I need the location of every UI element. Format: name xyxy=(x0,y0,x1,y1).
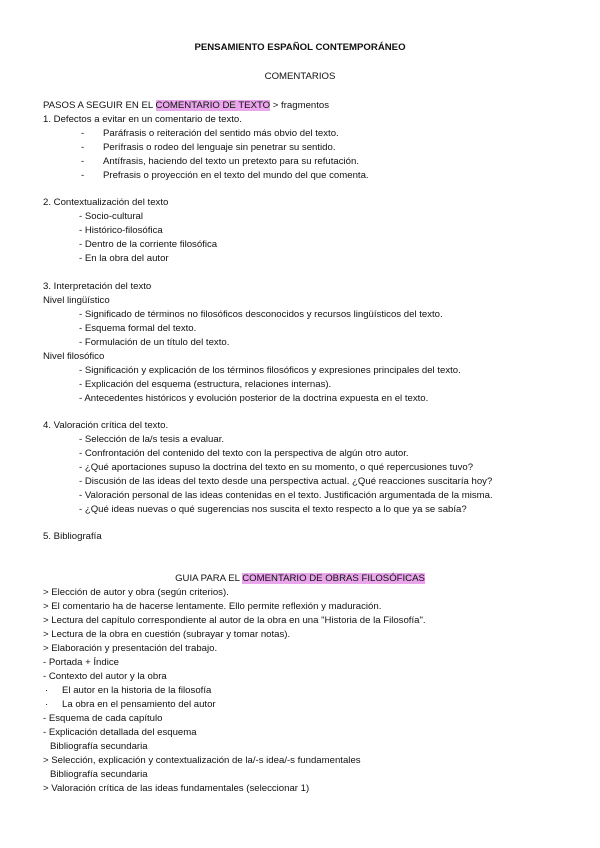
guia-item: > El comentario ha de hacerse lentamente. Ello permite reflexión y maduración. xyxy=(43,601,382,612)
s1-dash: - xyxy=(81,170,85,181)
pasos-suffix: > fragmentos xyxy=(270,100,330,111)
s1-item: Antífrasis, haciendo del texto un pretexto para su refutación. xyxy=(103,156,359,167)
document-subtitle: COMENTARIOS xyxy=(264,71,336,82)
bullet-dot: · xyxy=(45,699,49,710)
s1-item: Prefrasis o proyección en el texto del mundo del que comenta. xyxy=(103,170,369,181)
section-4-heading: 4. Valoración crítica del texto. xyxy=(43,420,169,431)
s1-item: Perífrasis o rodeo del lenguaje sin penetrar su sentido. xyxy=(103,142,336,153)
nivel-filosofico-label: Nivel filosófico xyxy=(43,351,105,362)
s3-filo-item: - Antecedentes históricos y evolución posterior de la doctrina expuesta en el texto. xyxy=(79,393,429,404)
bullet-dot: · xyxy=(45,685,49,696)
guia-item: > Valoración crítica de las ideas fundamentales (seleccionar 1) xyxy=(43,783,310,794)
guia-item: > Elaboración y presentación del trabajo. xyxy=(43,643,218,654)
nivel-linguistico-label: Nivel lingüístico xyxy=(43,295,110,306)
section-3-heading: 3. Interpretación del texto xyxy=(43,281,152,292)
pasos-highlight: COMENTARIO DE TEXTO xyxy=(155,100,271,111)
guia-item: - Explicación detallada del esquema xyxy=(43,727,197,738)
guia-subitem: Bibliografía secundaria xyxy=(50,741,148,752)
section-2-heading: 2. Contextualización del texto xyxy=(43,197,169,208)
s4-item: - ¿Qué aportaciones supuso la doctrina del texto en su momento, o qué repercusiones tuvo? xyxy=(79,462,474,473)
s4-item: - Confrontación del contenido del texto con la perspectiva de algún otro autor. xyxy=(79,448,409,459)
document-title: PENSAMIENTO ESPAÑOL CONTEMPORÁNEO xyxy=(194,42,406,53)
s2-item: - Dentro de la corriente filosófica xyxy=(79,239,218,250)
guia-item: - Portada + Índice xyxy=(43,657,119,668)
guia-subitem: La obra en el pensamiento del autor xyxy=(62,699,216,710)
s2-item: - Socio-cultural xyxy=(79,211,143,222)
pasos-heading xyxy=(43,100,329,112)
guia-subitem: El autor en la historia de la filosofía xyxy=(62,685,212,696)
guia-heading xyxy=(0,573,600,585)
s2-item: - En la obra del autor xyxy=(79,253,169,264)
s3-ling-item: - Formulación de un título del texto. xyxy=(79,337,230,348)
guia-item: - Esquema de cada capítulo xyxy=(43,713,163,724)
guia-item: > Lectura del capítulo correspondiente al autor de la obra en una "Historia de la Filosofía". xyxy=(43,615,426,626)
guia-prefix: GUIA PARA EL xyxy=(175,573,243,584)
guia-highlight: COMENTARIO DE OBRAS FILOSÓFICAS xyxy=(242,573,425,584)
guia-item: - Contexto del autor y la obra xyxy=(43,671,167,682)
s3-filo-item: - Explicación del esquema (estructura, relaciones internas). xyxy=(79,379,332,390)
s3-ling-item: - Significado de términos no filosóficos desconocidos y recursos lingüísticos del texto. xyxy=(79,309,443,320)
s1-dash: - xyxy=(81,142,85,153)
guia-item: > Selección, explicación y contextualización de la/-s idea/-s fundamentales xyxy=(43,755,361,766)
s1-dash: - xyxy=(81,156,85,167)
guia-item: > Elección de autor y obra (según criterios). xyxy=(43,587,229,598)
s4-item: - Valoración personal de las ideas contenidas en el texto. Justificación argumentada de la misma. xyxy=(79,490,493,501)
s3-ling-item: - Esquema formal del texto. xyxy=(79,323,197,334)
guia-subitem: Bibliografía secundaria xyxy=(50,769,148,780)
guia-item: > Lectura de la obra en cuestión (subrayar y tomar notas). xyxy=(43,629,291,640)
s4-item: - Discusión de las ideas del texto desde una perspectiva actual. ¿Qué reacciones suscitaría hoy? xyxy=(79,476,493,487)
pasos-prefix: PASOS A SEGUIR EN EL xyxy=(43,100,156,111)
s1-item: Paráfrasis o reiteración del sentido más obvio del texto. xyxy=(103,128,339,139)
section-5-heading: 5. Bibliografía xyxy=(43,531,102,542)
s3-filo-item: - Significación y explicación de los términos filosóficos y expresiones principales del texto. xyxy=(79,365,461,376)
s4-item: - ¿Qué ideas nuevas o qué sugerencias nos suscita el texto respecto a lo que ya se sabía? xyxy=(79,504,467,515)
section-1-heading: 1. Defectos a evitar en un comentario de texto. xyxy=(43,114,242,125)
s1-dash: - xyxy=(81,128,85,139)
s4-item: - Selección de la/s tesis a evaluar. xyxy=(79,434,225,445)
s2-item: - Histórico-filosófica xyxy=(79,225,163,236)
